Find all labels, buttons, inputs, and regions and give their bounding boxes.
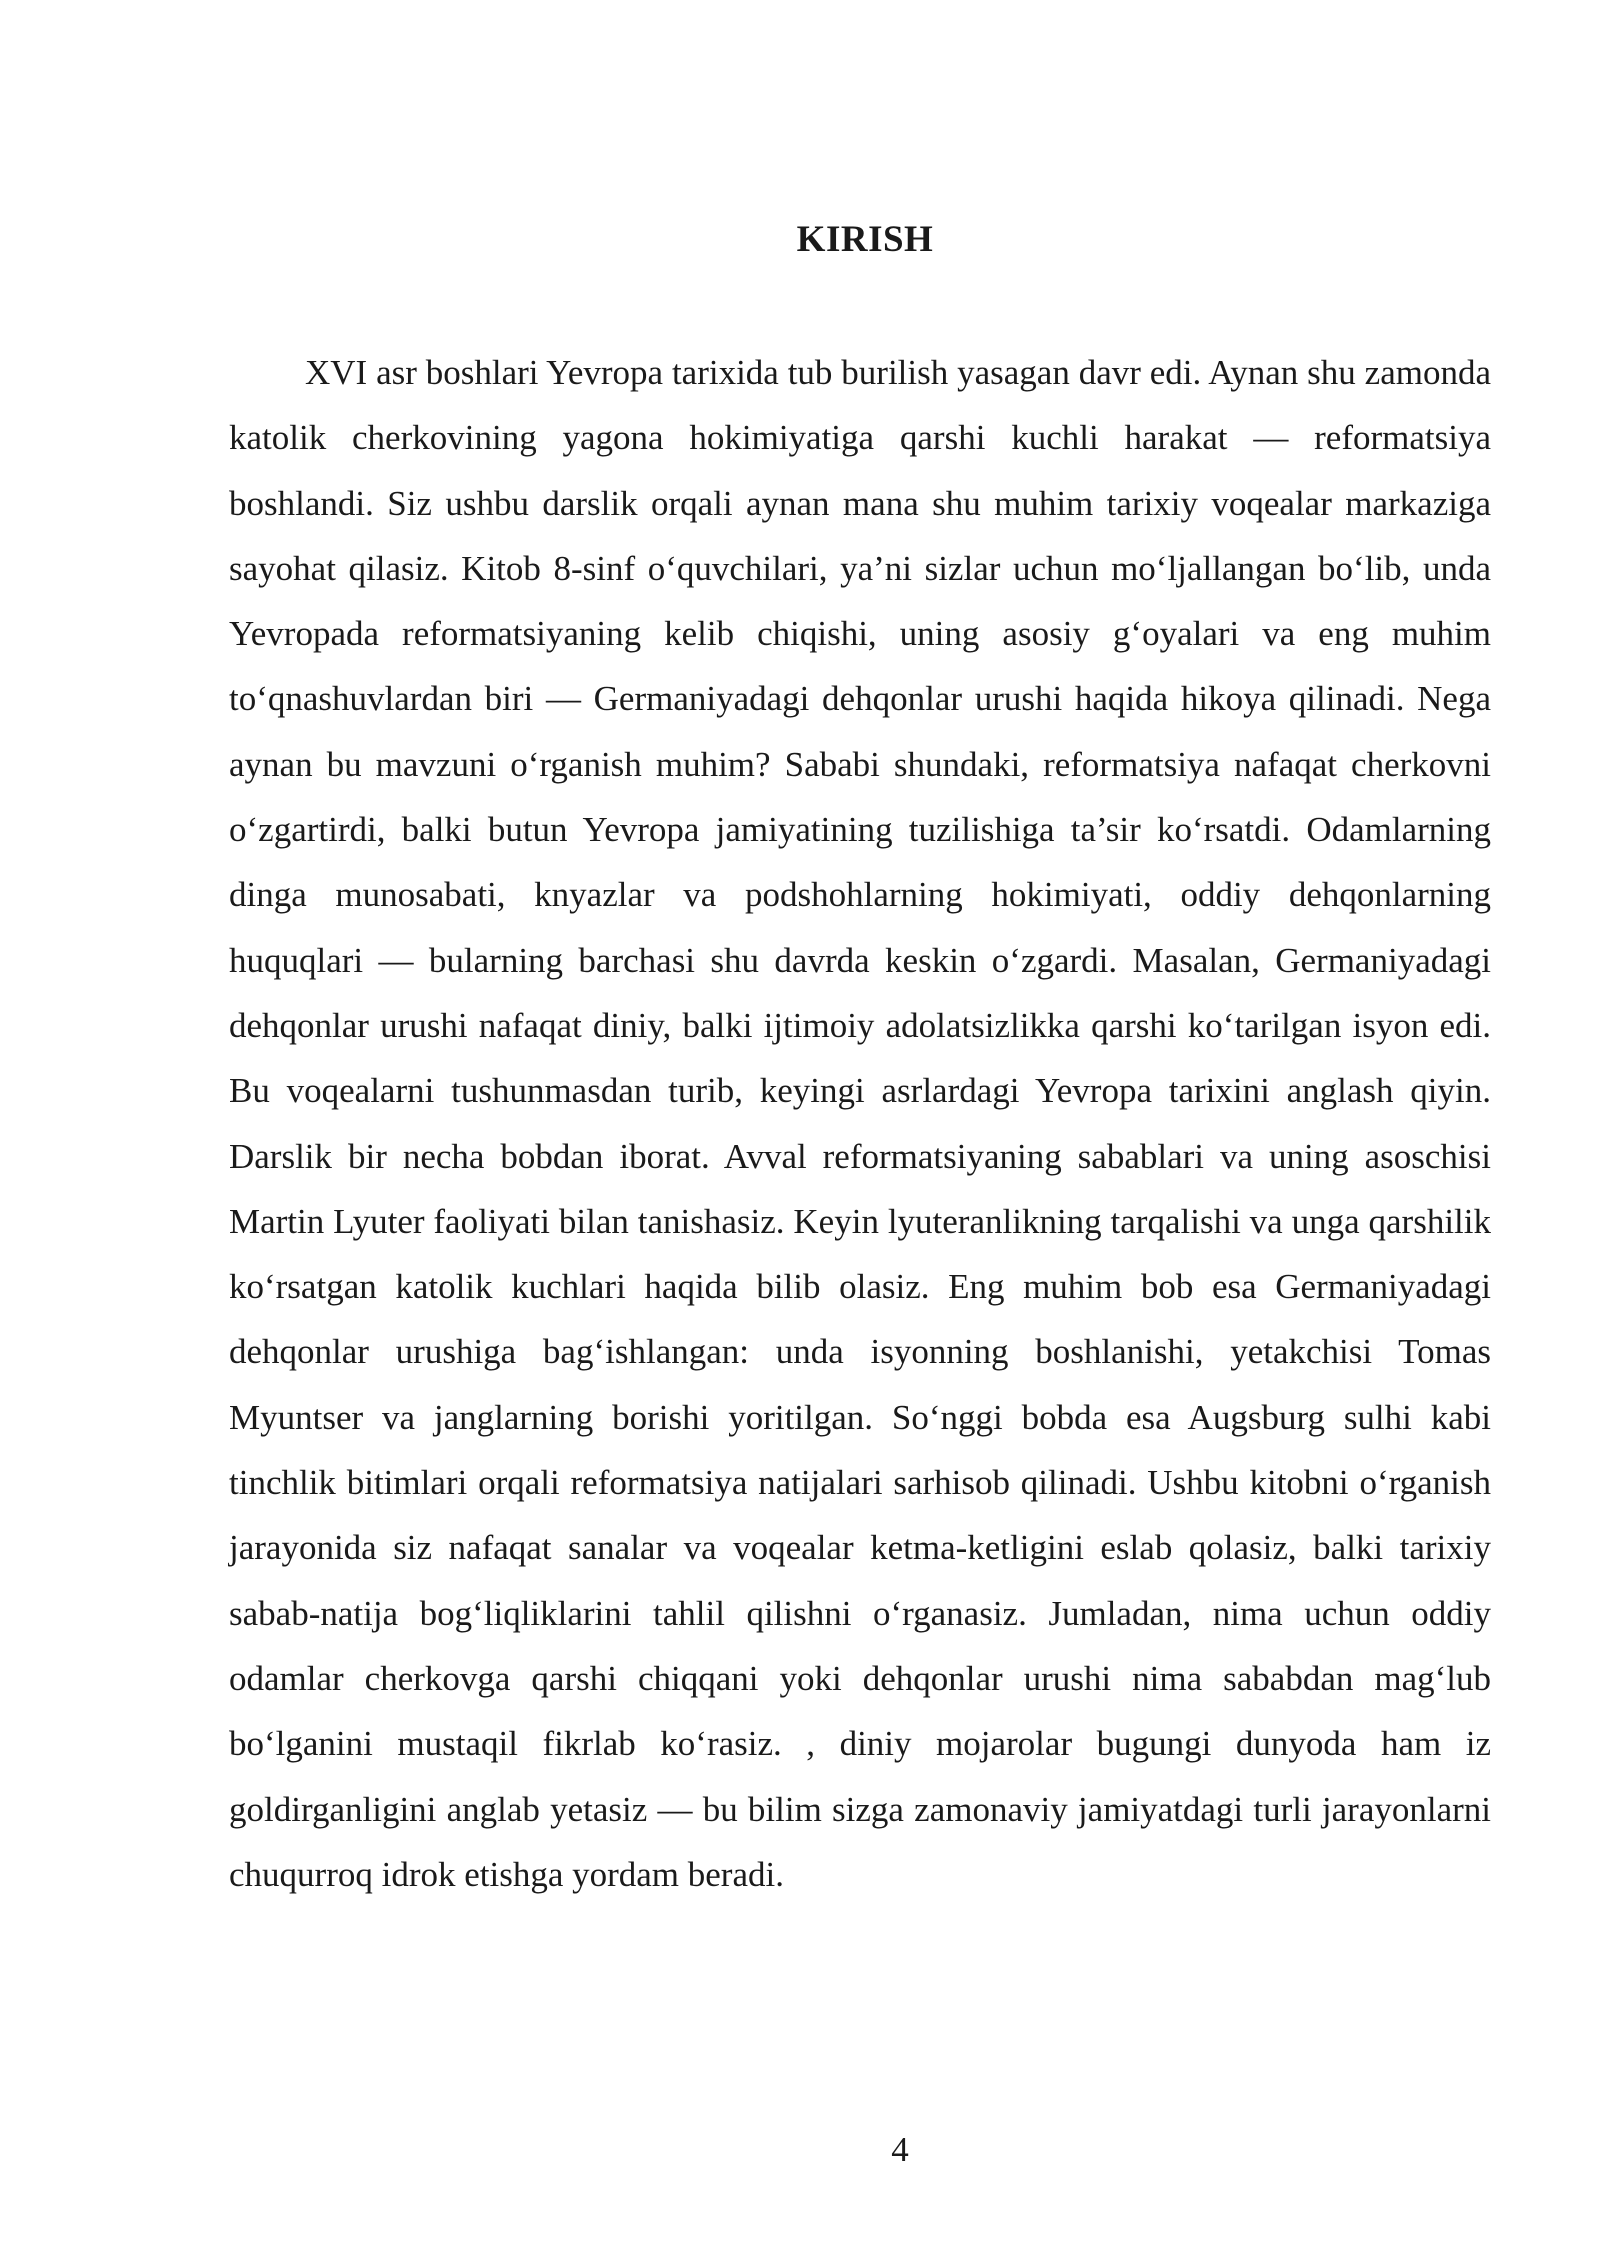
body-paragraph: XVI asr boshlari Yevropa tarixida tub burilish yasagan davr edi. Aynan shu zamonda katolik cherkovining yagona hokimiyatiga qarshi kuchli harakat — reformatsiya boshlandi. Siz ushbu darslik orqali aynan mana shu muhim tarixiy voqealar markaziga sayohat qilasiz. Kitob 8-sinf o‘quvchilari, ya’ni sizlar uchun mo‘ljallangan bo‘lib, unda Yevropada reformatsiyaning kelib chiqishi, uning asosiy g‘oyalari va eng muhim to‘qnashuvlardan biri — Germaniyadagi dehqonlar urushi haqida hikoya qilinadi. Nega aynan bu mavzuni o‘rganish muhim? Sababi shundaki, reformatsiya nafaqat cherkovni o‘zgartirdi, balki butun Yevropa jamiyatining tuzilishiga ta’sir ko‘rsatdi. Odamlarning dinga munosabati, knyazlar va podshohlarning hokimiyati, oddiy dehqonlarning huquqlari — bularning barchasi shu davrda keskin o‘zgardi. Masalan, Germaniyadagi dehqonlar urushi nafaqat diniy, balki ijtimoiy adolatsizlikka qarshi ko‘tarilgan isyon edi. Bu voqealarni tushunmasdan turib, keyingi asrlardagi Yevropa tarixini anglash qiyin. Darslik bir necha bobdan iborat. Avval reformatsiyaning sabablari va uning asoschisi Martin Lyuter faoliyati bilan tanishasiz. Keyin lyuteranlikning tarqalishi va unga qarshilik ko‘rsatgan katolik kuchlari haqida bilib olasiz. Eng muhim bob esa Germaniyadagi dehqonlar urushiga bag‘ishlangan: unda isyonning boshlanishi, yetakchisi Tomas Myuntser va janglarning borishi yoritilgan. So‘nggi bobda esa Augsburg sulhi kabi tinchlik bitimlari orqali reformatsiya natijalari sarhisob qilinadi. Ushbu kitobni o‘rganish jarayonida siz nafaqat sanalar va voqealar ketma-ketligini eslab qolasiz, balki tarixiy sabab-natija bog‘liqliklarini tahlil qilishni o‘rganasiz. Jumladan, nima uchun oddiy odamlar cherkovga qarshi chiqqani yoki dehqonlar urushi nima sababdan mag‘lub bo‘lganini mustaqil fikrlab ko‘rasiz. , diniy mojarolar bugungi dunyoda ham iz goldirganligini anglab yetasiz — bu bilim sizga zamonaviy jamiyatdagi turli jarayonlarni chuqurroq idrok etishga yordam beradi. (229, 353, 1491, 1894)
page-title: KIRISH (796, 219, 934, 260)
page-number: 4 (891, 2130, 909, 2169)
